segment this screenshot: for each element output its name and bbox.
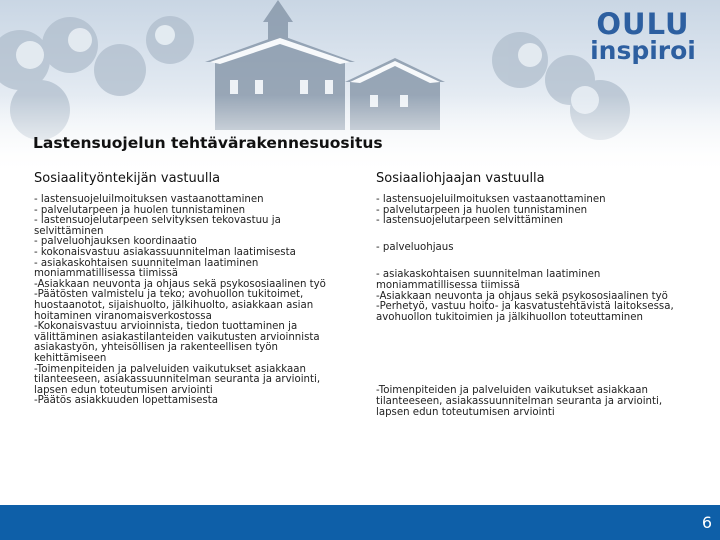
list-item: -Kokonaisvastuu arvioinnista, tiedon tuottaminen ja välittäminen asiakastilanteiden vaikutusten arvioinnista asiakastyön, yhteisöllisen ja rakenteellisen työn kehittämiseen <box>34 321 320 364</box>
list-item: - asiakaskohtaisen suunnitelman laatiminen moniammatillisessa tiimissä <box>376 269 601 291</box>
footer-bar <box>0 505 720 540</box>
list-item: -Toimenpiteiden ja palveluiden vaikutukset asiakkaan tilanteeseen, asiakassuunnitelman seuranta ja arviointi, lapsen edun toteutumisen arviointi <box>34 363 321 396</box>
list-item: -Asiakkaan neuvonta ja ohjaus sekä psykososiaalinen työ <box>376 290 668 302</box>
slide-title: Lastensuojelun tehtävärakennesuositus <box>33 134 383 152</box>
left-column-heading: Sosiaalityöntekijän vastuulla <box>34 171 221 186</box>
right-responsibility-list <box>376 195 696 418</box>
right-column-heading: Sosiaaliohjaajan vastuulla <box>376 171 545 186</box>
list-item: - palveluohjaus <box>376 241 454 253</box>
list-item: - asiakaskohtaisen suunnitelman laatiminen moniammatillisessa tiimissä <box>34 257 259 280</box>
list-item: - lastensuojelutarpeen selvittäminen <box>376 215 563 227</box>
page-number: 6 <box>701 513 712 532</box>
list-item: -Asiakkaan neuvonta ja ohjaus sekä psykososiaalinen työ <box>34 278 326 290</box>
oulu-inspiroi-logo <box>588 8 698 64</box>
right-column <box>376 171 696 418</box>
list-item: -Päätös asiakkuuden lopettamisesta <box>34 395 218 407</box>
logo-line-1: OULU <box>596 7 690 41</box>
left-column <box>34 171 352 407</box>
logo-line-2: inspiroi <box>590 36 696 65</box>
list-item: - kokonaisvastuu asiakassuunnitelman laatimisesta <box>34 246 296 258</box>
list-item: - palvelutarpeen ja huolen tunnistaminen <box>34 204 246 216</box>
list-item: - lastensuojeluilmoituksen vastaanottaminen <box>376 194 606 205</box>
list-item: -Toimenpiteiden ja palveluiden vaikutukset asiakkaan tilanteeseen, asiakassuunnitelman seuranta ja arviointi, lapsen edun toteutumisen arviointi <box>376 385 663 418</box>
list-item: -Päätösten valmistelu ja teko; avohuollon tukitoimet, huostaanotot, sijaishuolto, jälkihuolto, asiakkaan asian hoitaminen viranomaisverkostossa <box>34 289 314 322</box>
list-item: -Perhetyö, vastuu hoito- ja kasvatustehtävistä laitoksessa, avohuollon tukitoimien ja jälkihuollon toteuttaminen <box>376 301 674 323</box>
list-item: - palvelutarpeen ja huolen tunnistaminen <box>376 204 588 216</box>
list-item: - palveluohjauksen koordinaatio <box>34 236 197 248</box>
left-responsibility-list <box>34 195 352 407</box>
list-item: - lastensuojeluilmoituksen vastaanottaminen <box>34 194 264 205</box>
list-item: - lastensuojelutarpeen selvityksen tekovastuu ja selvittäminen <box>34 215 281 237</box>
